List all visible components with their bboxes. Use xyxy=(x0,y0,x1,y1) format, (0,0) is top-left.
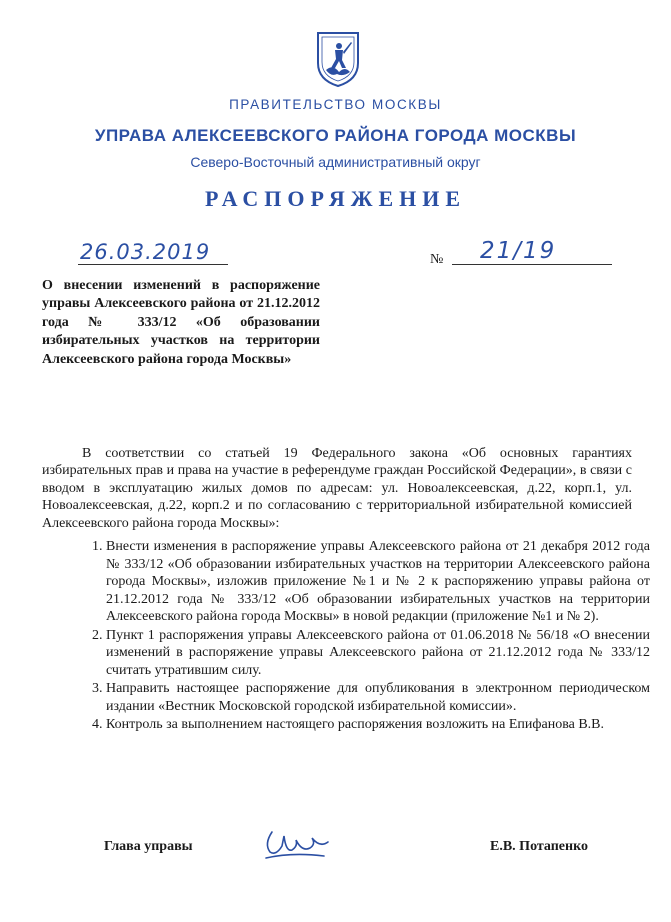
document-type: РАСПОРЯЖЕНИЕ xyxy=(204,186,467,211)
document-number: 21/19 xyxy=(480,238,557,264)
list-item: 2. Пункт 1 распоряжения управы Алексеевского района от 01.06.2018 № 56/18 «О внесении изменений в распоряжение управы Алексеевского района от 21.12.2012 года № 333/12 считать утратившим силу. xyxy=(106,627,650,680)
date-underline xyxy=(78,264,228,265)
decision-list xyxy=(88,538,650,735)
list-item: 4. Контроль за выполнением настоящего распоряжения возложить на Епифанова В.В. xyxy=(106,716,650,734)
organization-name: УПРАВА АЛЕКСЕЕВСКОГО РАЙОНА ГОРОДА МОСКВЫ xyxy=(94,126,577,145)
document-subject: О внесении изменений в распоряжение управы Алексеевского района от 21.12.2012 года № 333/12 «Об образовании избирательных участков на территории Алексеевского района города Москвы» xyxy=(42,278,320,367)
handwritten-signature xyxy=(262,822,332,866)
document-date: 26.03.2019 xyxy=(80,240,211,264)
government-name: ПРАВИТЕЛЬСТВО МОСКВЫ xyxy=(229,97,442,112)
preamble-paragraph: В соответствии со статьей 19 Федерального закона «Об основных гарантиях избирательных прав и права на участие в референдуме граждан Российской Федерации», в связи с вводом в эксплуатацию жилых домов по адресам: ул. Новоалексеевская, д.22, корп.1, ул. Новоалексеевская, д.22, корп.2 и по согласованию с территориальной избирательной комиссией Алексеевского района города Москвы»: xyxy=(42,446,632,531)
moscow-coat-of-arms-icon xyxy=(315,30,361,88)
number-underline xyxy=(452,264,612,265)
list-item: 3. Направить настоящее распоряжение для опубликования в электронном периодическом издании «Вестник Московской городской избирательной комиссии». xyxy=(106,680,650,715)
district-name: Северо-Восточный административный округ xyxy=(190,154,481,170)
signatory-name: Е.В. Потапенко xyxy=(490,839,588,854)
signatory-title: Глава управы xyxy=(104,839,193,854)
number-sign: № xyxy=(430,252,444,267)
list-item: 1. Внести изменения в распоряжение управы Алексеевского района от 21 декабря 2012 года № 333/12 «Об образовании избирательных участков на территории Алексеевского района города Москвы», изложив приложение №1 и № 2 к распоряжению управы района от 21.12.2012 года № 333/12 «Об образовании избирательных участков на территории Алексеевского района города Москвы» в новой редакции (приложение №1 и № 2). xyxy=(106,538,650,626)
